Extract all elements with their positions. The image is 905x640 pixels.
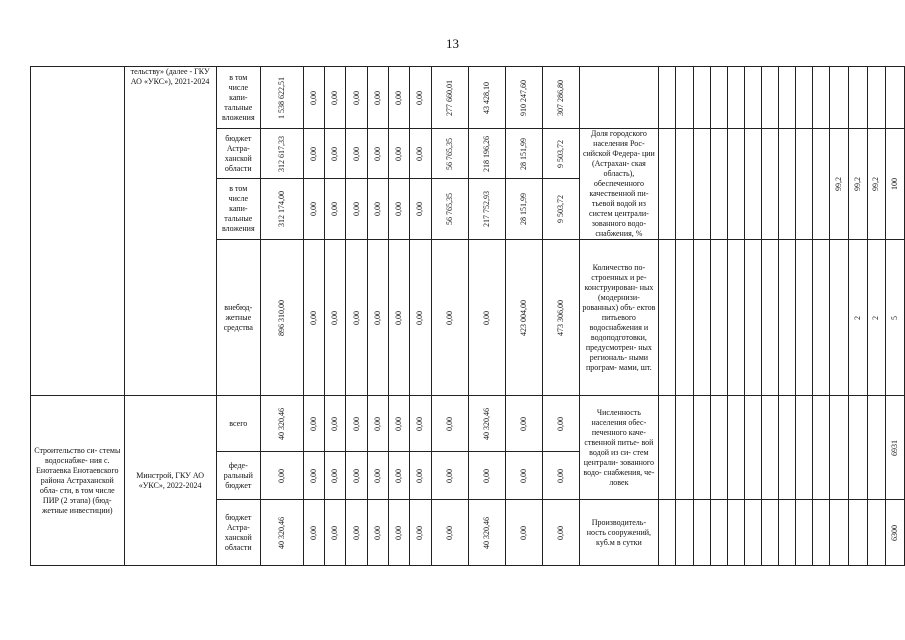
amount-cell-text: 40 320,46: [276, 407, 286, 440]
indicator-value: [779, 129, 796, 240]
amount-cell-text: 312 617,33: [276, 135, 286, 172]
amount-cell: [431, 67, 468, 129]
amount-cell: [260, 67, 303, 129]
amount-cell: [325, 240, 346, 396]
amount-cell: [410, 452, 431, 500]
amount-cell-text: 0,00: [444, 416, 454, 431]
amount-cell-text: 0,00: [415, 525, 425, 540]
amount-cell: [367, 67, 388, 129]
amount-cell: [542, 500, 579, 566]
amount-cell-text: 277 660,01: [444, 79, 454, 116]
indicator-value: [727, 240, 744, 396]
amount-cell: [468, 129, 505, 179]
amount-cell: [260, 500, 303, 566]
amount-cell: [505, 396, 542, 452]
indicator-value: [779, 240, 796, 396]
indicator-value: [779, 67, 796, 129]
amount-cell-text: 218 196,26: [481, 135, 491, 172]
indicator-value: [676, 129, 693, 240]
amount-cell-text: 0,00: [555, 525, 565, 540]
indicator-value-text: 99,2: [871, 177, 881, 191]
amount-cell: [468, 240, 505, 396]
amount-cell: [410, 67, 431, 129]
amount-cell: [325, 129, 346, 179]
amount-cell-text: 0,00: [351, 146, 361, 161]
amount-cell-text: 896 310,00: [276, 299, 286, 336]
amount-cell-text: 0,00: [415, 416, 425, 431]
indicator-value: [727, 129, 744, 240]
amount-cell: [505, 179, 542, 240]
indicator-value: [796, 500, 813, 566]
amount-cell-text: 0,00: [309, 146, 319, 161]
funding-source: [216, 452, 260, 500]
amount-cell-text: 0,00: [481, 468, 491, 483]
executor: [124, 67, 216, 396]
indicator-name-text: Доля городского населения Рос- сийской Федера- ции (Астрахан- ская область), обеспеченного качественной пи- тьевой водой из систем централи- зованного водо- снабжения, %: [582, 129, 655, 238]
indicator-value: [659, 129, 676, 240]
indicator-value: [761, 129, 778, 240]
amount-cell-text: 0,00: [309, 202, 319, 217]
amount-cell-text: 0,00: [372, 525, 382, 540]
page-number: 13: [446, 36, 459, 51]
amount-cell-text: 0,00: [518, 416, 528, 431]
amount-cell: [260, 452, 303, 500]
event-name: [31, 396, 125, 566]
indicator-value: [830, 129, 849, 240]
amount-cell-text: 0,00: [415, 468, 425, 483]
amount-cell: [346, 179, 367, 240]
amount-cell: [505, 452, 542, 500]
funding-source-text: бюджет Астра- ханской области: [224, 512, 252, 552]
amount-cell: [410, 500, 431, 566]
amount-cell: [388, 240, 409, 396]
amount-cell-text: 0,00: [394, 468, 404, 483]
funding-source-text: в том числе капи- тальные вложения: [221, 184, 255, 234]
table-row: [31, 396, 905, 452]
amount-cell-text: 0,00: [330, 525, 340, 540]
indicator-value: [796, 129, 813, 240]
amount-cell: [367, 129, 388, 179]
indicator-value: [761, 500, 778, 566]
indicator-value: [779, 396, 796, 500]
amount-cell: [367, 240, 388, 396]
indicator-value: [693, 67, 710, 129]
amount-cell: [468, 396, 505, 452]
amount-cell: [431, 452, 468, 500]
amount-cell: [303, 452, 324, 500]
amount-cell: [431, 179, 468, 240]
event-name: [31, 67, 125, 396]
amount-cell: [346, 67, 367, 129]
amount-cell-text: 473 306,00: [555, 299, 565, 336]
amount-cell: [303, 129, 324, 179]
indicator-value: [710, 129, 727, 240]
amount-cell: [505, 240, 542, 396]
amount-cell: [367, 396, 388, 452]
amount-cell-text: 910 247,60: [518, 79, 528, 116]
indicator-name-text: Производитель- ность сооружений, куб.м в сутки: [586, 517, 652, 547]
indicator-name: [579, 500, 659, 566]
indicator-value: [830, 396, 849, 500]
amount-cell: [303, 396, 324, 452]
amount-cell: [388, 179, 409, 240]
amount-cell-text: 0,00: [415, 202, 425, 217]
indicator-value: [886, 396, 905, 500]
amount-cell-text: 0,00: [394, 416, 404, 431]
indicator-value: [830, 240, 849, 396]
indicator-value: [693, 500, 710, 566]
amount-cell-text: 307 286,80: [555, 79, 565, 116]
amount-cell: [325, 500, 346, 566]
amount-cell-text: 0,00: [372, 146, 382, 161]
indicator-value-text: 99,2: [852, 177, 862, 191]
indicator-value: [659, 396, 676, 500]
indicator-value: [693, 396, 710, 500]
funding-source-text: феде- ральный бюджет: [223, 460, 253, 490]
indicator-value: [761, 396, 778, 500]
indicator-value: [867, 240, 886, 396]
amount-cell-text: 1 538 622,51: [276, 76, 286, 119]
amount-cell-text: 0,00: [415, 146, 425, 161]
indicator-value: [659, 500, 676, 566]
amount-cell: [303, 240, 324, 396]
amount-cell: [505, 67, 542, 129]
amount-cell: [325, 452, 346, 500]
indicator-value: [779, 500, 796, 566]
amount-cell-text: 28 151,99: [518, 137, 528, 170]
indicator-value: [830, 500, 849, 566]
amount-cell-text: 40 320,46: [481, 516, 491, 549]
amount-cell-text: 0,00: [444, 310, 454, 325]
amount-cell-text: 0,00: [394, 90, 404, 105]
amount-cell: [410, 396, 431, 452]
funding-source: [216, 500, 260, 566]
amount-cell-text: 0,00: [444, 468, 454, 483]
funding-source-text: внебюд- жетные средства: [223, 302, 253, 332]
executor: [124, 396, 216, 566]
amount-cell-text: 0,00: [309, 525, 319, 540]
amount-cell: [388, 396, 409, 452]
amount-cell: [505, 129, 542, 179]
amount-cell-text: 0,00: [330, 416, 340, 431]
indicator-value: [867, 129, 886, 240]
amount-cell-text: 0,00: [415, 90, 425, 105]
amount-cell: [325, 179, 346, 240]
amount-cell: [505, 500, 542, 566]
indicator-name: [579, 67, 659, 129]
amount-cell: [542, 396, 579, 452]
amount-cell: [468, 179, 505, 240]
amount-cell-text: 0,00: [481, 310, 491, 325]
indicator-value: [886, 129, 905, 240]
amount-cell: [346, 129, 367, 179]
amount-cell: [388, 500, 409, 566]
funding-source: [216, 396, 260, 452]
amount-cell-text: 0,00: [351, 310, 361, 325]
amount-cell: [431, 500, 468, 566]
funding-source: [216, 67, 260, 129]
indicator-value: [796, 396, 813, 500]
indicator-value: [886, 240, 905, 396]
indicator-value-text: 5: [890, 315, 900, 320]
amount-cell-text: 40 320,46: [481, 407, 491, 440]
executor-text: Минстрой, ГКУ АО «УКС», 2022-2024: [136, 470, 204, 490]
amount-cell: [388, 452, 409, 500]
amount-cell: [468, 452, 505, 500]
executor-text: тельству» (далее - ГКУ АО «УКС»), 2021-2024: [130, 67, 210, 86]
amount-cell-text: 0,00: [330, 146, 340, 161]
amount-cell-text: 217 752,93: [481, 191, 491, 228]
amount-cell: [260, 240, 303, 396]
amount-cell-text: 0,00: [394, 525, 404, 540]
indicator-name: [579, 129, 659, 240]
indicator-value: [867, 500, 886, 566]
amount-cell-text: 0,00: [330, 202, 340, 217]
indicator-value: [710, 500, 727, 566]
indicator-value: [676, 240, 693, 396]
amount-cell: [367, 179, 388, 240]
amount-cell-text: 56 765,35: [444, 193, 454, 226]
amount-cell-text: 0,00: [372, 202, 382, 217]
funding-source-text: бюджет Астра- ханской области: [224, 133, 252, 173]
amount-cell-text: 0,00: [555, 416, 565, 431]
indicator-value: [659, 67, 676, 129]
amount-cell-text: 0,00: [309, 468, 319, 483]
amount-cell-text: 0,00: [309, 416, 319, 431]
indicator-value: [744, 67, 761, 129]
amount-cell-text: 0,00: [309, 90, 319, 105]
amount-cell-text: 0,00: [372, 416, 382, 431]
amount-cell-text: 0,00: [351, 525, 361, 540]
funding-source-text: всего: [229, 418, 248, 428]
indicator-value: [744, 129, 761, 240]
amount-cell-text: 9 503,72: [555, 139, 565, 168]
indicator-value: [761, 240, 778, 396]
amount-cell: [260, 129, 303, 179]
amount-cell: [468, 67, 505, 129]
amount-cell: [410, 240, 431, 396]
indicator-name: [579, 240, 659, 396]
indicator-value-text: 6931: [890, 439, 900, 456]
indicator-value: [710, 67, 727, 129]
indicator-value-text: 2: [871, 315, 881, 320]
amount-cell-text: 0,00: [276, 468, 286, 483]
amount-cell-text: 0,00: [330, 310, 340, 325]
indicator-value: [867, 396, 886, 500]
indicator-value: [710, 240, 727, 396]
indicator-value: [744, 500, 761, 566]
amount-cell: [346, 396, 367, 452]
funding-source-text: в том числе капи- тальные вложения: [221, 72, 255, 122]
amount-cell-text: 0,00: [394, 202, 404, 217]
indicator-value: [659, 240, 676, 396]
indicator-value: [727, 396, 744, 500]
amount-cell-text: 0,00: [555, 468, 565, 483]
amount-cell-text: 28 151,99: [518, 193, 528, 226]
amount-cell-text: 9 503,72: [555, 195, 565, 224]
funding-source: [216, 240, 260, 396]
indicator-value: [676, 396, 693, 500]
amount-cell: [346, 500, 367, 566]
indicator-value: [727, 500, 744, 566]
indicator-value: [848, 67, 867, 129]
amount-cell: [346, 240, 367, 396]
indicator-value: [848, 240, 867, 396]
indicator-value: [744, 396, 761, 500]
amount-cell: [303, 67, 324, 129]
amount-cell-text: 0,00: [415, 310, 425, 325]
amount-cell: [468, 500, 505, 566]
indicator-value: [693, 129, 710, 240]
amount-cell-text: 0,00: [330, 90, 340, 105]
amount-cell: [388, 129, 409, 179]
amount-cell: [260, 179, 303, 240]
indicator-value-text: 2: [852, 315, 862, 320]
amount-cell: [325, 396, 346, 452]
amount-cell: [346, 452, 367, 500]
amount-cell-text: 0,00: [372, 468, 382, 483]
amount-cell: [542, 67, 579, 129]
amount-cell: [542, 129, 579, 179]
amount-cell-text: 0,00: [351, 202, 361, 217]
amount-cell-text: 56 765,35: [444, 137, 454, 170]
amount-cell: [542, 452, 579, 500]
amount-cell: [303, 500, 324, 566]
amount-cell-text: 0,00: [330, 468, 340, 483]
indicator-value: [693, 240, 710, 396]
indicator-value: [867, 67, 886, 129]
indicator-value: [676, 500, 693, 566]
amount-cell-text: 0,00: [351, 416, 361, 431]
indicator-value: [848, 500, 867, 566]
amount-cell-text: 0,00: [394, 146, 404, 161]
indicator-value: [830, 67, 849, 129]
indicator-value: [813, 396, 830, 500]
indicator-value-text: 6300: [890, 524, 900, 541]
indicator-value: [848, 396, 867, 500]
amount-cell: [410, 129, 431, 179]
indicator-name-text: Количество по- строенных и ре- конструирован- ных (модернизи- рованных) объ- ектов питьевого водоснабжения и водоподготовки, предусмотрен- ных региональ- ными програм- мами, шт.: [582, 262, 656, 372]
amount-cell: [431, 240, 468, 396]
indicator-value: [813, 67, 830, 129]
indicator-value: [848, 129, 867, 240]
amount-cell: [431, 129, 468, 179]
indicator-value: [676, 67, 693, 129]
amount-cell: [303, 179, 324, 240]
amount-cell-text: 0,00: [444, 525, 454, 540]
amount-cell-text: 43 428,10: [481, 81, 491, 114]
amount-cell: [388, 67, 409, 129]
amount-cell: [325, 67, 346, 129]
funding-source: [216, 179, 260, 240]
indicator-value: [813, 129, 830, 240]
funding-source: [216, 129, 260, 179]
indicator-name: [579, 396, 659, 500]
amount-cell-text: 0,00: [394, 310, 404, 325]
indicator-value: [886, 500, 905, 566]
amount-cell-text: 423 004,00: [518, 299, 528, 336]
amount-cell-text: 40 320,46: [276, 516, 286, 549]
amount-cell: [542, 240, 579, 396]
indicator-value-text: 100: [890, 178, 900, 190]
amount-cell-text: 0,00: [309, 310, 319, 325]
amount-cell-text: 0,00: [518, 468, 528, 483]
amount-cell-text: 312 174,00: [276, 191, 286, 228]
indicator-value: [796, 240, 813, 396]
program-table: [30, 66, 905, 566]
indicator-value: [813, 240, 830, 396]
indicator-value: [886, 67, 905, 129]
amount-cell: [367, 500, 388, 566]
indicator-value: [813, 500, 830, 566]
amount-cell: [542, 179, 579, 240]
indicator-value: [796, 67, 813, 129]
amount-cell-text: 0,00: [372, 90, 382, 105]
amount-cell-text: 0,00: [351, 90, 361, 105]
indicator-value: [727, 67, 744, 129]
amount-cell-text: 0,00: [518, 525, 528, 540]
indicator-value: [761, 67, 778, 129]
indicator-value-text: 99,2: [834, 177, 844, 191]
indicator-value: [744, 240, 761, 396]
event-name-text: Строительство си- стемы водоснабже- ния с. Енотаевка Енотаевского района Астраханской обла- сти, в том числе ПИР (2 этапа) (бюд- жетные инвестиции): [34, 445, 121, 515]
amount-cell: [431, 396, 468, 452]
indicator-value: [710, 396, 727, 500]
amount-cell: [367, 452, 388, 500]
table-row: [31, 67, 905, 129]
amount-cell-text: 0,00: [351, 468, 361, 483]
amount-cell: [260, 396, 303, 452]
amount-cell-text: 0,00: [372, 310, 382, 325]
amount-cell: [410, 179, 431, 240]
indicator-name-text: Численность населения обес- печенного каче- ственной питье- вой водой из си- стем централи- зованного водо- снабжения, че- ловек: [583, 407, 655, 487]
